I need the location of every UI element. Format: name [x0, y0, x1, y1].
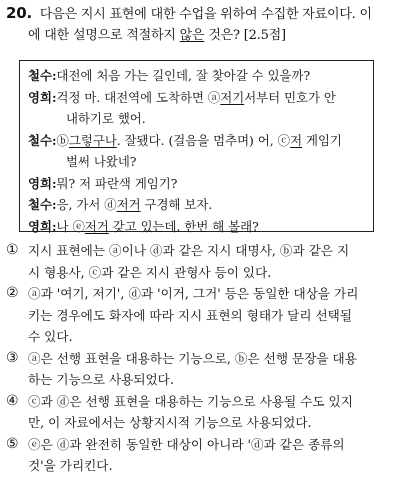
speaker-label: 철수:	[28, 197, 57, 212]
dialogue-line	[28, 194, 365, 216]
speech-segment: 구경해 보자.	[140, 197, 213, 212]
speech-text	[57, 194, 365, 216]
speech-segment: 서부터 민호가 안	[244, 89, 336, 105]
option-2[interactable]	[6, 283, 396, 348]
dialogue-line	[28, 65, 365, 87]
underlined-expression-c: 저	[290, 132, 303, 148]
speech-text	[57, 173, 365, 195]
question-number: 20.	[6, 4, 32, 22]
option-5[interactable]	[6, 434, 396, 477]
option-line: 하는 기능으로 사용되었다.	[28, 372, 174, 387]
speech-segment: 게임기	[302, 132, 342, 148]
option-text	[28, 240, 396, 283]
option-4[interactable]	[6, 391, 396, 434]
underlined-expression-e: 저거	[84, 218, 109, 234]
speech-text: 벌써 나왔네?	[66, 154, 137, 169]
marker-c: ⓒ	[277, 132, 291, 148]
option-number: ③	[6, 349, 19, 366]
dialogue-line	[28, 87, 365, 109]
option-line: ⓔ은 ⓓ과 완전히 동일한 대상이 아니라 'ⓓ과 같은 종류의	[28, 436, 345, 452]
question-line-1	[6, 3, 396, 25]
marker-b: ⓑ	[56, 132, 69, 148]
dialogue-line	[28, 216, 365, 238]
option-number: ②	[6, 285, 19, 301]
option-line: 만, 이 자료에서는 상황지시적 기능으로 사용되었다.	[28, 415, 312, 430]
option-text	[28, 434, 396, 477]
option-line: ⓐ은 선행 표현을 대용하는 기능으로, ⓑ은 선행 문장을 대용	[28, 350, 357, 366]
option-number: ①	[6, 242, 19, 258]
option-line: 지시 표현에는 ⓐ이나 ⓓ과 같은 지시 대명사, ⓑ과 같은 지	[28, 243, 350, 258]
speech-segment: 응, 가서	[56, 197, 105, 212]
speech-segment: 대전에 처음 가는 길인데, 잘 찾아갈 수 있을까?	[56, 68, 311, 83]
marker-e: ⓔ	[72, 218, 85, 234]
question-text-2a: 에 대한 설명으로 적절하지	[28, 28, 180, 43]
speaker-label: 영희:	[28, 89, 57, 105]
option-line: 시 형용사, ⓒ과 같은 지시 관형사 등이 있다.	[28, 264, 272, 280]
underlined-expression-a: 저기	[220, 89, 245, 105]
option-line: ⓒ과 ⓓ은 선행 표현을 대용하는 기능으로 사용될 수도 있지	[28, 393, 353, 409]
speech-text	[57, 216, 365, 238]
marker-a: ⓐ	[207, 89, 221, 105]
underlined-expression-b: 그렇구나	[68, 132, 117, 148]
dialogue-line-continued	[28, 151, 365, 173]
underlined-expression-d: 저거	[116, 197, 141, 212]
speaker-label: 영희:	[28, 175, 57, 191]
option-1[interactable]	[6, 240, 396, 283]
marker-d: ⓓ	[104, 197, 117, 212]
speech-text	[57, 65, 365, 87]
speech-segment: 뭐? 저 파란색 게임기?	[56, 175, 178, 191]
option-line: ⓐ과 '여기, 저기', ⓓ과 '이거, 그거' 등은 동일한 대상을 가리	[28, 286, 359, 301]
question-line-2	[6, 25, 396, 46]
dialogue-line	[28, 173, 365, 195]
option-text	[28, 283, 396, 348]
dialogue-box	[19, 60, 374, 232]
speaker-label: 철수:	[28, 68, 57, 83]
speech-segment: 걱정 마. 대전역에 도착하면	[56, 89, 208, 105]
speech-segment: 나	[56, 218, 73, 234]
question-emphasis: 않은	[179, 28, 205, 43]
option-line: 키는 경우에도 화자에 따라 지시 표현의 형태가 달리 선택될	[28, 307, 352, 323]
question-text-1: 다음은 지시 표현에 대한 수업을 위하여 수집한 자료이다. 이	[39, 7, 372, 22]
speech-text: 내하기로 했어.	[66, 111, 146, 126]
option-line: 수 있다.	[28, 329, 73, 344]
option-number: ⑤	[6, 435, 19, 452]
option-line: 것'을 가리킨다.	[28, 458, 113, 473]
option-text	[28, 391, 396, 434]
speech-segment: 갖고 있는데. 한번 해 볼래?	[108, 218, 259, 234]
speaker-label: 철수:	[28, 132, 57, 148]
answer-options	[6, 240, 396, 477]
dialogue-line	[28, 130, 365, 152]
option-3[interactable]	[6, 348, 396, 391]
speaker-label: 영희:	[28, 218, 57, 234]
speech-text	[57, 130, 365, 152]
question-text-2b: 것은? [2.5점]	[204, 28, 286, 43]
question-header	[6, 3, 396, 46]
option-text	[28, 348, 396, 391]
dialogue-line-continued	[28, 108, 365, 130]
speech-text	[57, 87, 365, 109]
speech-segment: . 잘됐다. (걸음을 멈추며) 어,	[116, 132, 278, 148]
option-number: ④	[6, 392, 19, 409]
